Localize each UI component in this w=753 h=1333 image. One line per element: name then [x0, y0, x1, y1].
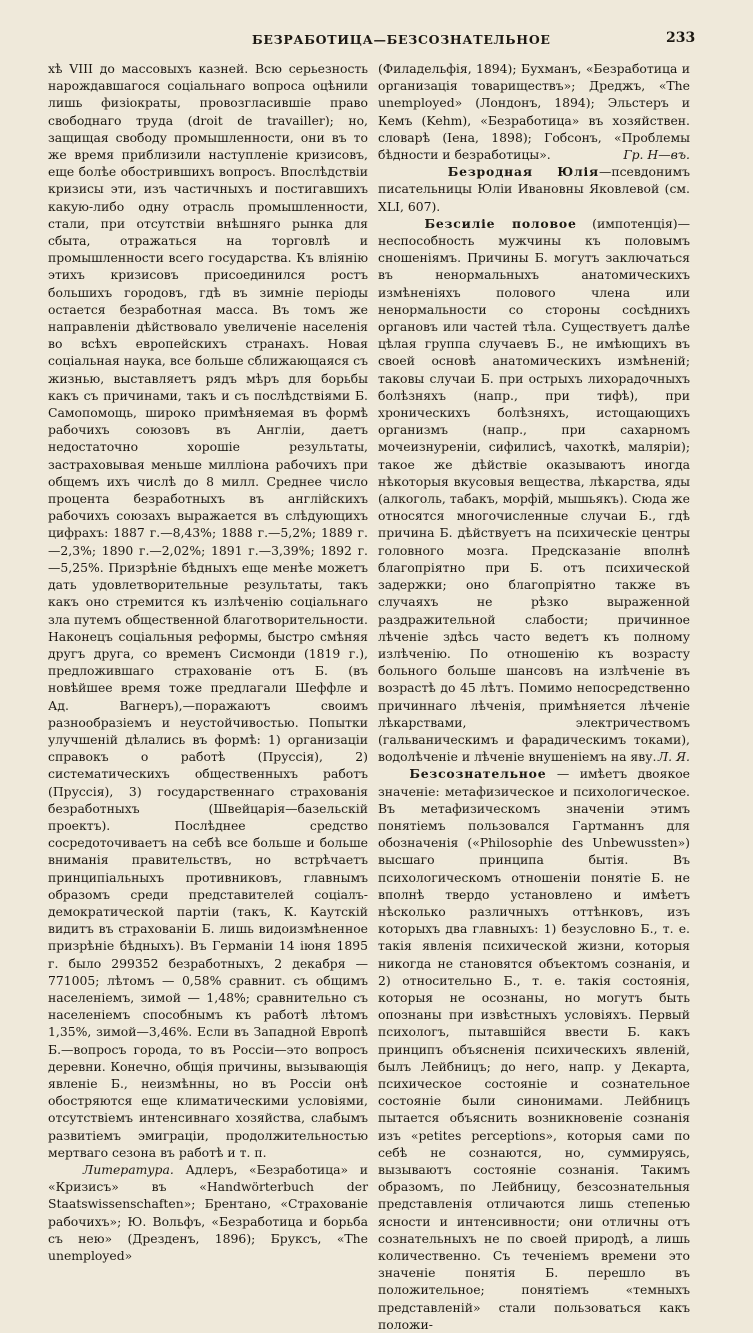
- literature-label: Литература.: [82, 1162, 174, 1177]
- right-column: [378, 60, 690, 1333]
- entry-text: (импотенція)—неспособность мужчины къ половымъ сношеніямъ. Причины Б. могутъ заключаться въ ненормальныхъ анатомическихъ измѣненіяхъ полового члена или ненормальности со стороны сосѣднихъ органовъ или частей тѣла. Существуетъ далѣе цѣлая группа случаевъ Б., не имѣющихъ въ своей основѣ анатомическихъ измѣненій; таковы случаи Б. при острыхъ лихорадочныхъ болѣзняхъ (напр., при тифѣ), при хроническихъ болѣзняхъ, истощающихъ организмъ (напр., при сахарномъ мочеизнуреніи, сифилисѣ, чахоткѣ, маляріи); такое же дѣйствіе оказываютъ иногда нѣкоторыя вкусовыя вещества, лѣкарства, яды (алкоголь, табакъ, морфій, мышьякъ). Сюда же относятся многочисленные случаи Б., гдѣ причина Б. дѣйствуетъ на психическіе центры головного мозга. Предсказаніе вполнѣ благопріятно при Б. отъ психической задержки; оно благопріятно также въ случаяхъ не рѣзко выраженной раздражительной слабости; причинное лѣченіе здѣсь часто ведетъ къ полному излѣченію. По отношенію къ возрасту больного больше шансовъ на излѣченіе въ возрастѣ до 45 лѣтъ. Помимо непосредственно причиннаго лѣченія, примѣняется лѣченіе лѣкарствами, электричествомъ (гальваническимъ и фарадическимъ токами), водолѣченіе и лѣченіе внушеніемъ на яву.: [378, 215, 690, 765]
- author-signature: Л. Я.: [657, 749, 690, 765]
- author-signature: Гр. Н—въ.: [623, 147, 690, 163]
- entry-bezsilie: [378, 215, 690, 766]
- entry-text: —псевдонимъ писательницы Юліи Ивановны Яковлевой (см. XLI, 607).: [378, 164, 690, 214]
- entry-text: — имѣетъ двоякое значеніе: метафизическое и психологическое. Въ метафизическомъ значеніи этимъ понятіемъ пользовался Гартманнъ для обозначенія («Philosophie des Unbewussten») высшаго принципа бытія. Въ психологическомъ отношеніи понятіе Б. не вполнѣ твердо установлено и имѣетъ нѣсколько различныхъ оттѣнковъ, изъ которыхъ два главныхъ: 1) безусловно Б., т. е. такія явленія психической жизни, которыя никогда не становятся объектомъ сознанія, и 2) относительно Б., т. е. такія состоянія, которыя не осознаны, но могутъ быть опознаны при извѣстныхъ условіяхъ. Первый психологъ, пытавшійся ввести Б. какъ принципъ объясненія психическихъ явленій, былъ Лейбницъ; до него, напр. у Декарта, психическое состояніе и сознательное состояніе были синонимами. Лейбницъ пытается объяснить возникновеніе сознанія изъ «petites perceptions», которыя сами по себѣ не сознаются, но, суммируясь, вызываютъ состояніе сознанія. Такимъ образомъ, по Лейбницу, безсознательныя представленія отличаются лишь степенью ясности и интенсивности; они отличны отъ сознательныхъ не по своей природѣ, а лишь количественно. Съ теченіемъ времени это значеніе понятія Б. перешло въ положительное; понятіемъ «темныхъ представленій» стали пользоваться какъ положи-: [378, 766, 690, 1332]
- page-number: 233: [666, 30, 696, 46]
- literature-text: Адлеръ, «Безработица» и «Кризисъ» въ «Handwörterbuch der Staatswissenschaften»; Брентано, «Страхованіе рабочихъ»; Ю. Вольфъ, «Безработица и борьба съ нею» (Дрезденъ, 1896); Бруксъ, «The unemployed»: [48, 1162, 368, 1264]
- literature-continuation-text: (Филадельфія, 1894); Бухманъ, «Безработица и организація товариществъ»; Дреджъ, «The unemployed» (Лондонъ, 1894); Эльстеръ и Кемъ (Kehm), «Безработица» въ хозяйствен. словарѣ (Іена, 1898); Гобсонъ, «Проблемы бѣдности и безработицы».: [378, 61, 690, 163]
- running-title: БЕЗРАБОТИЦА—БЕЗСОЗНАТЕЛЬНОЕ: [252, 32, 551, 47]
- entry-headword: Безсиліе половое: [424, 215, 577, 231]
- literature-continuation: [378, 60, 690, 163]
- page-header: [0, 30, 753, 52]
- entry-headword: Безсознательное: [409, 766, 547, 782]
- entry-bezrodnaya: [378, 163, 690, 215]
- left-column: [48, 60, 368, 1264]
- entry-bezsoznatelnoe: [378, 765, 690, 1333]
- entry-headword: Безродная Юлія: [447, 164, 599, 180]
- literature-paragraph: [48, 1161, 368, 1264]
- entry-unemployment-continuation: хѣ VIII до массовыхъ казней. Всю серьезность нарождавшагося соціальнаго вопроса оцѣнили лишь физіократы, провозгласившіе право свободнаго труда (droit de travailler); но, защищая свободу промышленности, они въ то же время приблизили наступленіе кризисовъ, еще болѣе обострившихъ вопросъ. Впослѣдствіи кризисы эти, изъ частичныхъ и постигавшихъ какую-либо одну отрасль промышленности, стали, при отсутствіи внѣшняго рынка для сбыта, отражаться на торговлѣ и промышленности всего государства. Къ вліянію этихъ кризисовъ присоединился ростъ большихъ городовъ, гдѣ въ зимніе періоды остается безработная масса. Въ томъ же направленіи дѣйствовало увеличеніе населенія во всѣхъ европейскихъ странахъ. Новая соціальная наука, все больше сближающаяся съ жизнью, выставляетъ рядъ мѣръ для борьбы какъ съ причинами, такъ и съ послѣдствіями Б. Самопомощь, широко примѣняемая въ формѣ рабочихъ союзовъ въ Англіи, даетъ недостаточно хорошіе результаты, застраховывая меньше милліона рабочихъ при общемъ ихъ числѣ до 8 милл. Среднее число процента безработныхъ въ англійскихъ рабочихъ союзахъ выражается въ слѣдующихъ цифрахъ: 1887 г.—8,43%; 1888 г.—5,2%; 1889 г.—2,3%; 1890 г.—2,02%; 1891 г.—3,39%; 1892 г.—5,25%. Призрѣніе бѣдныхъ еще менѣе можетъ дать удовлетворительные результаты, такъ какъ оно стремится къ излѣченію соціальнаго зла путемъ общественной благотворительности. Наконецъ соціальныя реформы, быстро смѣняя другъ друга, со временъ Сисмонди (1819 г.), предложившаго страхованіе отъ Б. (въ новѣйшее время тоже предлагали Шеффле и Ад. Вагнеръ),—поражаютъ своимъ разнообразіемъ и неустойчивостью. Попытки улучшеній дѣлались въ формѣ: 1) организаціи справокъ о работѣ (Пруссія), 2) систематическихъ общественныхъ работъ (Пруссія), 3) государственнаго страхованія безработныхъ (Швейцарія—базельскій проектъ). Послѣднее средство сосредоточиваетъ на себѣ все больше и больше вниманія правительствъ, но встрѣчаетъ принципіальныхъ противниковъ, главнымъ образомъ среди представителей соціалъ-демократической партіи (такъ, К. Каутскій видитъ въ страхованіи Б. лишь видоизмѣненное призрѣніе бѣдныхъ). Въ Германіи 14 іюня 1895 г. было 299352 безработныхъ, 2 декабря — 771005; лѣтомъ — 0,58% сравнит. съ общимъ населеніемъ, зимой — 1,48%; сравнительно съ населеніемъ способнымъ къ работѣ лѣтомъ 1,35%, зимой—3,46%. Если въ Западной Европѣ Б.—вопросъ города, то въ Россіи—это вопросъ деревни. Конечно, общія причины, вызывающія явленіе Б., неизмѣнны, но въ Россіи онѣ обостряются еще климатическими условіями, отсутствіемъ интенсивнаго хозяйства, слабымъ развитіемъ эмиграціи, продолжительностью мертваго сезона въ работѣ и т. п.: [48, 61, 368, 1160]
